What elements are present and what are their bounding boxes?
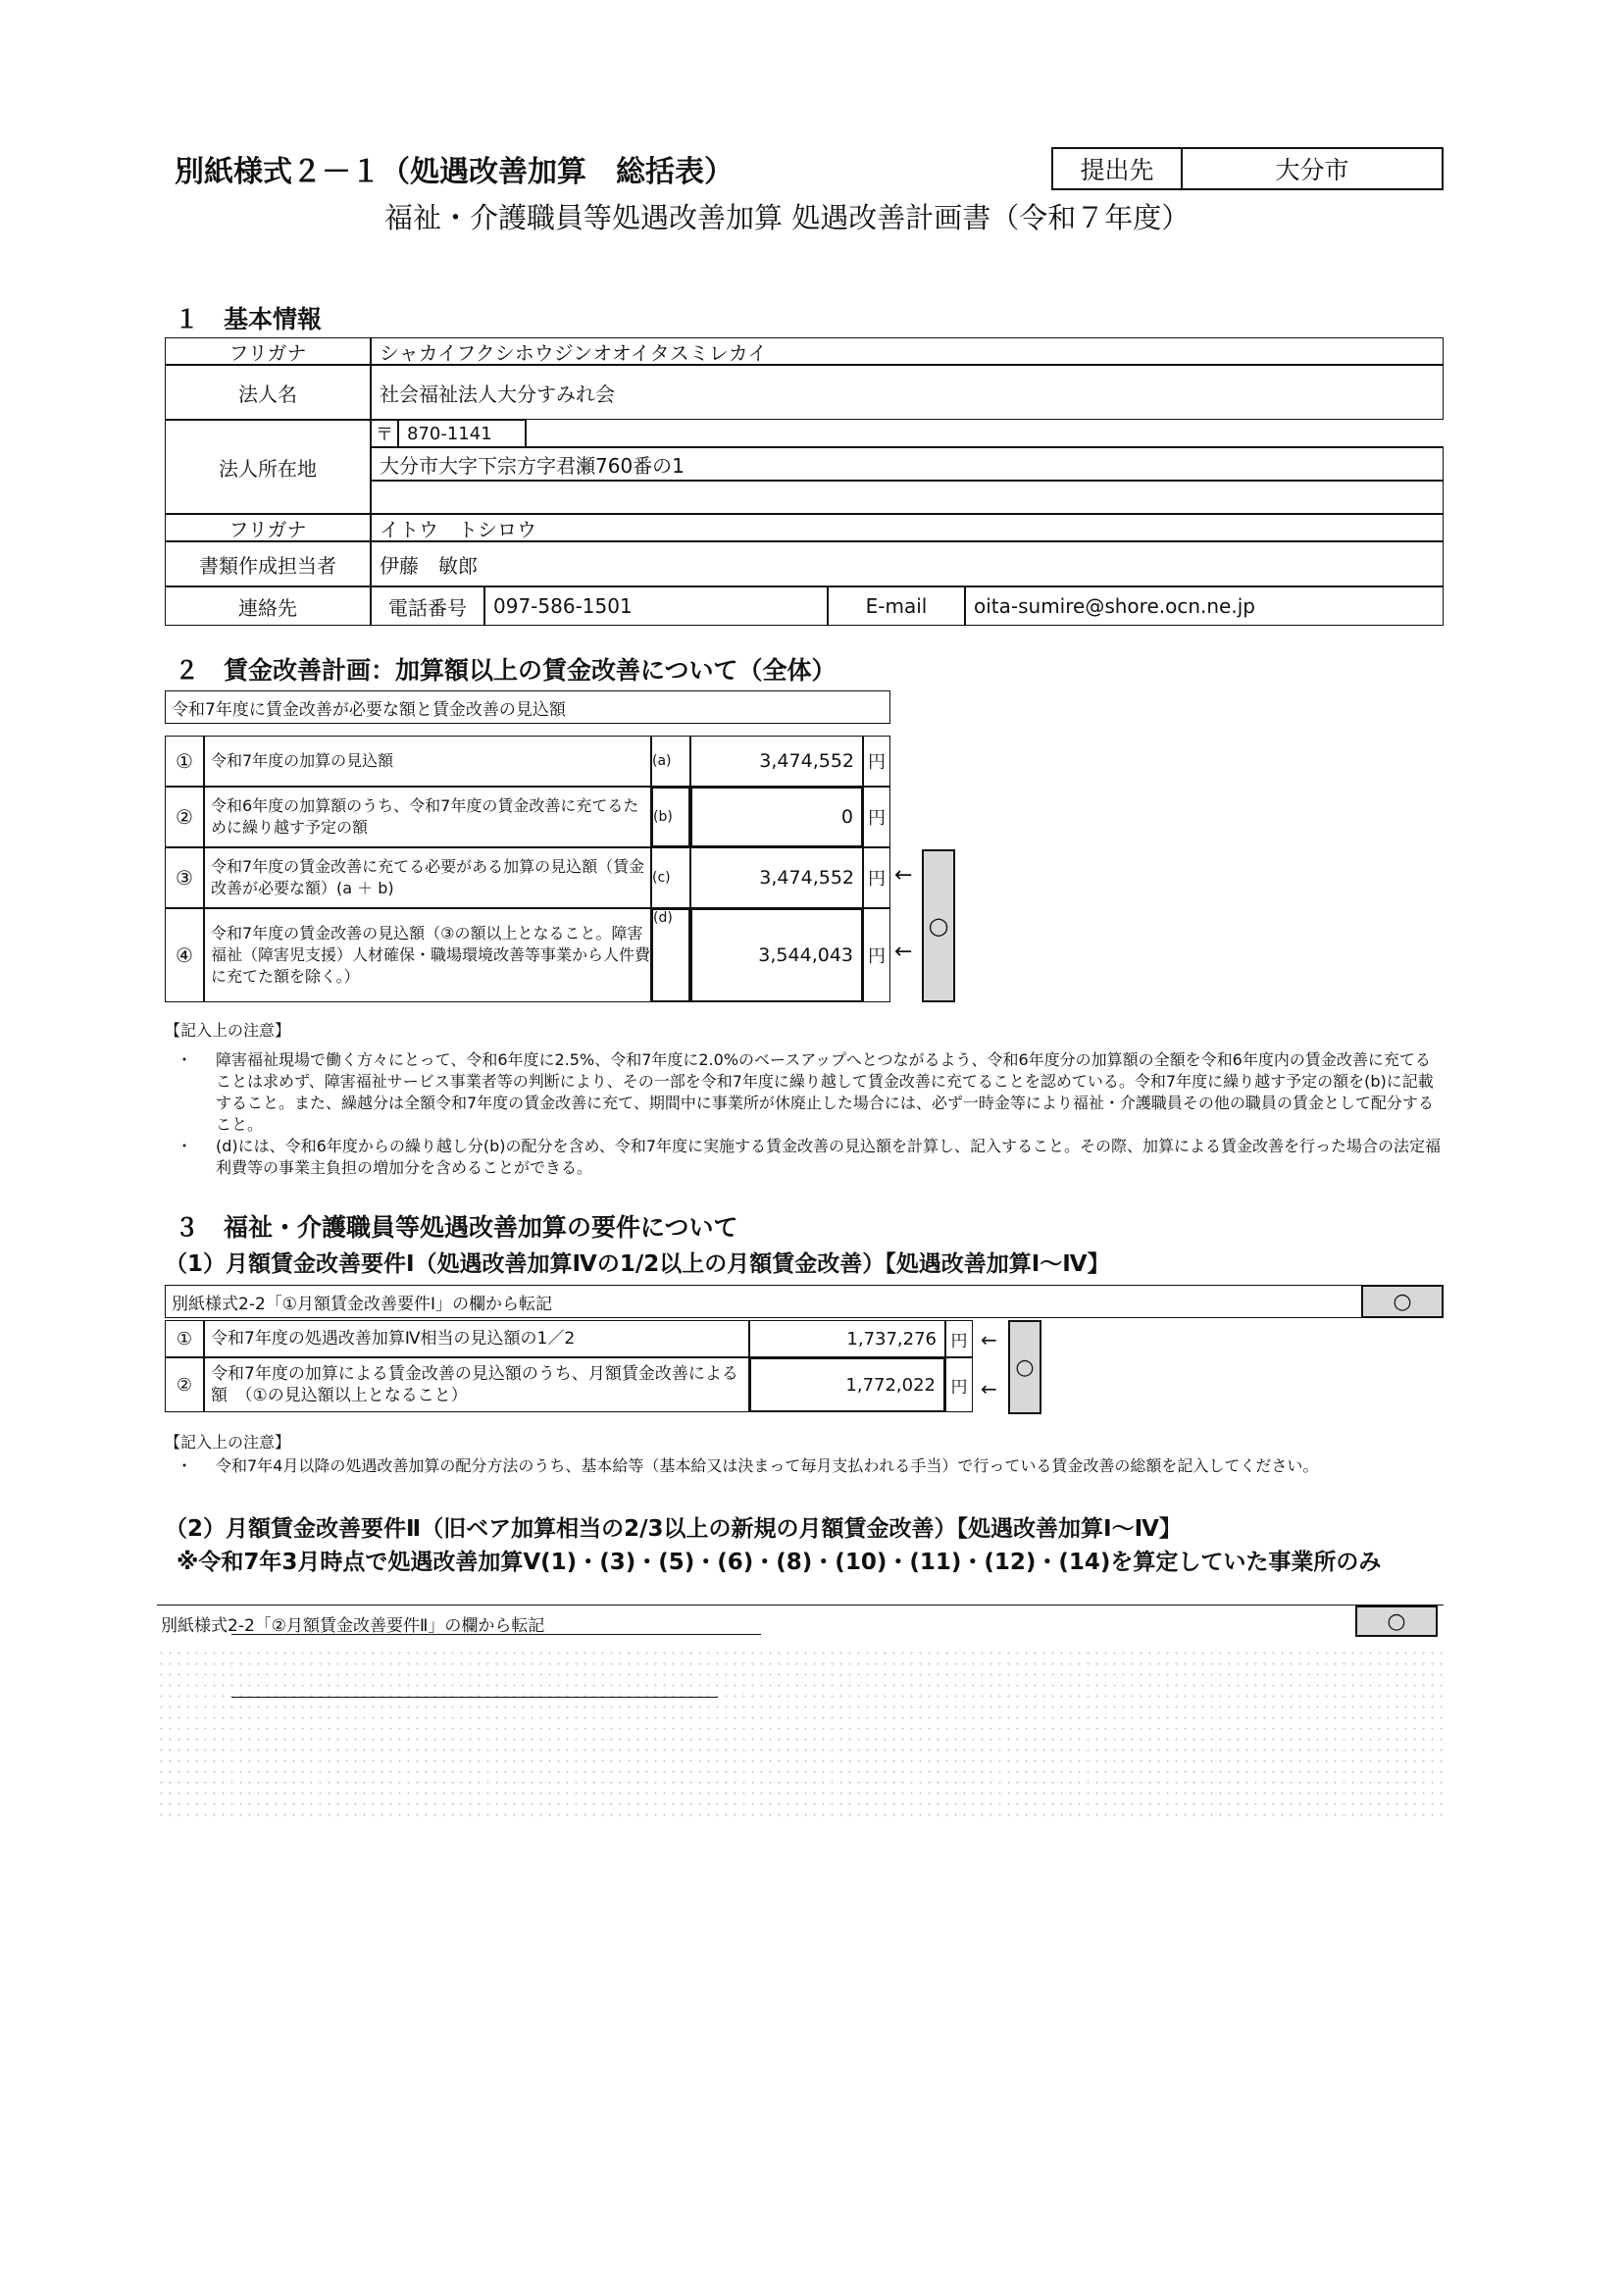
author-label: 書類作成担当者 [165, 541, 371, 586]
row2-key: (b) [651, 787, 690, 847]
plan-title: 福祉・介護職員等処遇改善加算 処遇改善計画書（令和７年度） [384, 201, 1191, 234]
row2-unit: 円 [863, 787, 890, 847]
corp-label: 法人名 [165, 365, 371, 420]
address-line2 [371, 481, 1444, 514]
req2-header-text: 別紙様式2-2「②月額賃金改善要件Ⅱ」の欄から転記 [161, 1616, 545, 1636]
sub2-subtitle: ※令和7年3月時点で処遇改善加算Ⅴ(1)・(3)・(5)・(6)・(8)・(10)・(11)・(12)・(14)を算定していた事業所のみ [177, 1550, 1382, 1575]
submit-label: 提出先 [1053, 149, 1183, 188]
req1-row1-desc: 令和7年度の処遇改善加算Ⅳ相当の見込額の1／2 [204, 1320, 749, 1357]
furigana-value: シャカイフクシホウジンオオイタスミレカイ [371, 337, 1444, 365]
postal-mark: 〒 [371, 420, 398, 447]
req1-check [1361, 1285, 1444, 1318]
arrow-icon: ← [981, 1377, 997, 1401]
submit-to: 大分市 [1275, 156, 1349, 184]
faded-region [157, 1648, 1444, 1824]
postal-blank [526, 420, 1444, 447]
corp-value: 社会福祉法人大分すみれ会 [371, 365, 1444, 420]
sub1-note: ・ 令和7年4月以降の処遇改善加算の配分方法のうち、基本給等（基本給又は決まって毎月支払われる手当）で行っている賃金改善の総額を記入してください。 [177, 1455, 1451, 1477]
circle-check-icon: ○ [928, 912, 949, 940]
underline-1 [231, 1634, 761, 1635]
req1-side-check [1008, 1320, 1041, 1414]
row1-no: ① [165, 736, 204, 787]
arrow-icon: ← [894, 940, 913, 964]
req1-row1-value: 1,737,276 [749, 1320, 945, 1357]
circle-check-icon: ○ [1015, 1354, 1035, 1380]
contact-label: 連絡先 [165, 586, 371, 626]
row4-value: 3,544,043 [690, 908, 863, 1002]
req1-row2-desc: 令和7年度の加算による賃金改善の見込額のうち、月額賃金改善による額 （①の見込額以上となること） [204, 1357, 749, 1412]
sub1-note-text: 令和7年4月以降の処遇改善加算の配分方法のうち、基本給等（基本給又は決まって毎月支払われる手当）で行っている賃金改善の総額を記入してください。 [216, 1456, 1319, 1475]
postal-code: 870-1141 [398, 420, 526, 447]
circle-check-icon: ○ [1393, 1289, 1412, 1314]
req2-header [157, 1605, 1444, 1637]
check-box [922, 849, 955, 1002]
submit-box [1051, 147, 1444, 190]
row3-key: (c) [651, 847, 690, 908]
address-label: 法人所在地 [165, 420, 371, 514]
row1-unit: 円 [863, 736, 890, 787]
row4-desc: 令和7年度の賃金改善の見込額（③の額以上となること。障害福祉（障害児支援）人材確保・職場環境改善等事業から人件費に充てた額を除く。） [204, 908, 651, 1002]
req1-header: 別紙様式2-2「①月額賃金改善要件Ⅰ」の欄から転記 [165, 1285, 1444, 1318]
req1-row1-no: ① [165, 1320, 204, 1357]
req1-row1-unit: 円 [945, 1320, 973, 1357]
author-value: 伊藤 敏郎 [371, 541, 1444, 586]
row1-key: (a) [651, 736, 690, 787]
section2-title: ２ 賃金改善計画：加算額以上の賃金改善について（全体） [175, 656, 837, 685]
email-label: E-mail [828, 586, 965, 626]
email-value: oita-sumire@shore.ocn.ne.jp [965, 586, 1444, 626]
note-2: ・ (d)には、令和6年度からの繰り越し分(b)の配分を含め、令和7年度に実施する賃金改善の見込額を計算し、記入すること。その際、加算による賃金改善を行った場合の法定福利費等の事業主負担の増加分を含めることができる。 [177, 1137, 1442, 1177]
wage-plan-table [165, 690, 890, 1004]
furigana-label: フリガナ [165, 337, 371, 365]
row3-unit: 円 [863, 847, 890, 908]
underline-2 [231, 1697, 718, 1698]
basic-info-table [165, 337, 1444, 632]
req1-table [165, 1285, 1444, 1422]
address-value: 大分市大字下宗方字君瀬760番の1 [371, 447, 1444, 481]
furigana2-label: フリガナ [165, 514, 371, 541]
row2-desc: 令和6年度の加算額のうち、令和7年度の賃金改善に充てるために繰り越す予定の額 [204, 787, 651, 847]
req2-check [1355, 1605, 1438, 1637]
arrow-icon: ← [894, 863, 913, 888]
tel-value: 097-586-1501 [484, 586, 828, 626]
circle-check-icon: ○ [1387, 1608, 1406, 1634]
row3-value: 3,474,552 [690, 847, 863, 908]
sub1-title: （1）月額賃金改善要件Ⅰ（処遇改善加算Ⅳの1/2以上の月額賃金改善）【処遇改善加算Ⅰ～Ⅳ】 [165, 1251, 1110, 1277]
sub1-notes-title: 【記入上の注意】 [165, 1433, 291, 1452]
tel-label: 電話番号 [371, 586, 484, 626]
notes-title: 【記入上の注意】 [165, 1021, 291, 1040]
req1-row2-no: ② [165, 1357, 204, 1412]
req1-row2-unit: 円 [945, 1357, 973, 1412]
arrow-icon: ← [981, 1328, 997, 1351]
row4-no: ④ [165, 908, 204, 1002]
row3-desc: 令和7年度の賃金改善に充てる必要がある加算の見込額（賃金改善が必要な額）(a ＋ b) [204, 847, 651, 908]
row3-no: ③ [165, 847, 204, 908]
row1-desc: 令和7年度の加算の見込額 [204, 736, 651, 787]
row4-key: (d) [651, 908, 690, 1002]
form-title: 別紙様式２－１（処遇改善加算 総括表） [175, 155, 734, 189]
note-2-text: (d)には、令和6年度からの繰り越し分(b)の配分を含め、令和7年度に実施する賃金改善の見込額を計算し、記入すること。その際、加算による賃金改善を行った場合の法定福利費等の事業主負担の増加分を含めることができる。 [216, 1137, 1442, 1177]
furigana2-value: イトウ トシロウ [371, 514, 1444, 541]
row4-unit: 円 [863, 908, 890, 1002]
sub2-title: （2）月額賃金改善要件Ⅱ（旧ベア加算相当の2/3以上の新規の月額賃金改善）【処遇改善加算Ⅰ～Ⅳ】 [165, 1516, 1182, 1542]
section3-title: ３ 福祉・介護職員等処遇改善加算の要件について [175, 1213, 738, 1242]
section1-title: １ 基本情報 [175, 305, 323, 333]
row1-value: 3,474,552 [690, 736, 863, 787]
note-1: ・ 障害福祉現場で働く方々にとって、令和6年度に2.5%、令和7年度に2.0%のベースアップへとつながるよう、令和6年度分の加算額の全額を令和6年度内の賃金改善に充てることは求めず、障害福祉サービス事業者等の判断により、その一部を令和7年度に繰り越して賃金改善に充てることを認めている。令和7年度に繰り越す予定の額を(b)に記載すること。また、繰越分は全額令和7年度の賃金改善に充て、期間中に事業所が休廃止した場合には、必ず一時金等により福祉・介護職員その他の職員の賃金として配分すること。 [177, 1049, 1442, 1136]
req1-row2-value: 1,772,022 [749, 1357, 945, 1412]
wage-plan-header: 令和7年度に賃金改善が必要な額と賃金改善の見込額 [165, 690, 890, 724]
note-1-text: 障害福祉現場で働く方々にとって、令和6年度に2.5%、令和7年度に2.0%のベースアップへとつながるよう、令和6年度分の加算額の全額を令和6年度内の賃金改善に充てることは求めず、障害福祉サービス事業者等の判断により、その一部を令和7年度に繰り越して賃金改善に充てることを認めている。令和7年度に繰り越す予定の額を(b)に記載すること。また、繰越分は全額令和7年度の賃金改善に充て、期間中に事業所が休廃止した場合には、必ず一時金等により福祉・介護職員その他の職員の賃金として配分すること。 [216, 1050, 1434, 1134]
row2-no: ② [165, 787, 204, 847]
row2-value: 0 [690, 787, 863, 847]
